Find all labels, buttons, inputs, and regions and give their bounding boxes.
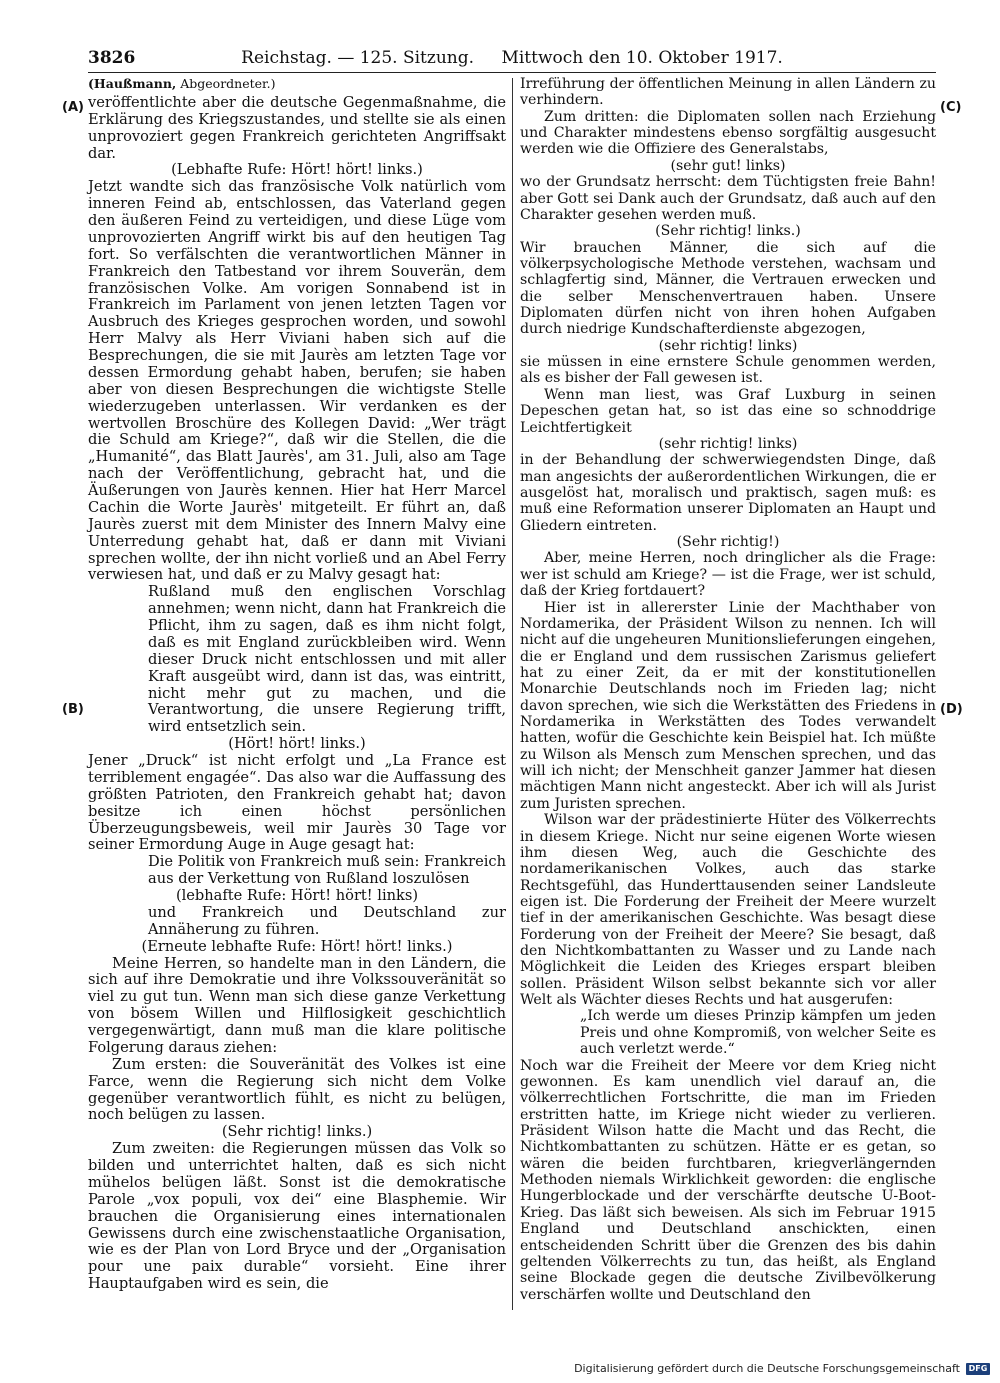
paragraph: Jetzt wandte sich das französische Volk natürlich vom inneren Feind ab, entschlossen, das Vaterland gegen den äußeren Feind zu verteidigen, und diese Lüge vom unprovozierten Angriff wirkt bis auf den heutigen Tag fort. So verfälschten die verantwortlichen Männer in Frankreich den Tatbestand vor ihrem Souverän, dem französischen Volke. Am vorigen Sonnabend ist in Frankreich im Parlament von jenen letzten Tagen vor Ausbruch des Krieges gesprochen worden, und sowohl Herr Malvy als Herr Viviani haben sich auf die Besprechungen, die sie mit Jaurès am letzten Tage vor dessen Ermordung gehabt haben, berufen; sie haben aber von diesen Besprechungen die wichtigste Stelle wiederzugeben unterlassen. Wir verdanken es der wertvollen Broschüre des Kollegen David: „Wer trägt die Schuld am Kriege?“, daß wir die Stellen, die die „Humanité“, das Blatt Jaurès', am 31. Juli, also am Tage nach der Veröffentlichung, gebracht hat, und die Äußerungen von Jaurès kennen. Hier hat Herr Marcel Cachin die Worte Jaurès' mitgeteilt. Er führt an, daß Jaurès zuerst mit dem Minister des Innern Malvy eine Unterredung gehabt hat, daß er dann mit Viviani sprechen wollte, der ihn nicht vorließ und an Abel Ferry verwiesen hat, und daß er zu Malvy gesagt hat: xyxy=(88,178,506,584)
paragraph: Jener „Druck“ ist nicht erfolgt und „La France est terriblement engagée“. Das also war die Auffassung des größten Patrioten, den Frankreich gehabt hat; davon besitze ich einen höchst persönlichen Überzeugungsbeweis, weil mir Jaurès 30 Tage vor seiner Ermordung Auge in Auge gesagt hat: xyxy=(88,752,506,854)
quotation: „Ich werde um dieses Prinzip kämpfen um jeden Preis und ohne Kompromiß, von welcher Seite es auch verletzt werde.“ xyxy=(580,1008,936,1058)
quotation: und Frankreich und Deutschland zur Annäherung zu führen. xyxy=(148,903,506,938)
paragraph: Hier ist in allererster Linie der Machthaber von Nordamerika, der Präsident Wilson zu nennen. Ich will nicht auf die ungeheuren Munitionslieferungen eingehen, die er England und dem russischen Zarismus geliefert hat zu einer Zeit, da er mit der konstitutionellen Monarchie Deutschlands noch im Frieden lag; nicht davon sprechen, wie sich die Werkstätten des Friedens in Nordamerika in Werkstätten des Todes verwandelt hatten, wofür die Geschichte kein Beispiel hat. Ich müßte zu Wilson als Mensch zum Menschen sprechen, und das will ich nicht; der Menschheit ganzer Jammer hat diesen mächtigen Mann nicht angesteckt. Aber ich will als Jurist zum Juristen sprechen. xyxy=(520,599,936,812)
paragraph: Aber, meine Herren, noch dringlicher als die Frage: wer ist schuld am Kriege? — ist die Frage, wer ist schuld, daß der Krieg fortdauert? xyxy=(520,550,936,600)
interjection: (sehr richtig! links) xyxy=(658,337,798,354)
interjection: (Lebhafte Rufe: Hört! hört! links.) xyxy=(171,161,423,179)
paragraph: wo der Grundsatz herrscht: dem Tüchtigsten freie Bahn! aber Gott sei Dank auch der Grundsatz, daß auch auf den Charakter gesehen werden muß. xyxy=(520,174,936,223)
interjection: (Hört! hört! links.) xyxy=(228,735,366,753)
paragraph: Wilson war der prädestinierte Hüter des Völkerrechts in diesem Kriege. Nicht nur seine eigenen Worte wiesen ihm diesen Weg, auch die Geschichte des nordamerikanischen Volkes, auch das starke Rechtsgefühl, das Hunderttausenden seiner Landsleute eigen ist. Die Forderung der Freiheit der Meere wurzelt tief in der amerikanischen Geschichte. Was besagt diese Forderung von der Freiheit der Meere? Sie besagt, daß den Nichtkombattanten zu Wasser und zu Lande nach Möglichkeit die Leiden des Krieges erspart bleiben sollen. Präsident Wilson selbst bekannte sich vor aller Welt als Wächter dieses Rechts und hat ausgerufen: xyxy=(520,812,936,1009)
paragraph: Zum dritten: die Diplomaten sollen nach Erziehung und Charakter mindestens ebenso sorgfältig ausgesucht werden wie die Offiziere des Generalstabs, xyxy=(520,108,936,158)
paragraph: Irreführung der öffentlichen Meinung in allen Ländern zu verhindern. xyxy=(520,76,936,109)
margin-marker-c: (C) xyxy=(940,100,962,115)
footer-credit: Digitalisierung gefördert durch die Deutsche Forschungsgemeinschaft xyxy=(574,1362,960,1375)
footer xyxy=(574,1362,990,1375)
interjection: (sehr gut! links) xyxy=(670,157,786,174)
paragraph: in der Behandlung der schwerwiegendsten Dinge, daß man angesichts der außerordentlichen Wirkungen, die er ausgelöst hat, moralisch und praktisch, sagen muß: es muß eine Reformation unserer Diplomaten an Haupt und Gliedern eintreten. xyxy=(520,452,936,534)
speaker-name: (Haußmann, xyxy=(88,76,177,91)
running-head xyxy=(88,48,936,68)
column-divider xyxy=(512,78,513,1310)
margin-marker-a: (A) xyxy=(62,100,84,115)
paragraph: Wenn man liest, was Graf Luxburg in seinen Depeschen getan hat, so ist das eine so schnoddrige Leichtfertigkeit xyxy=(520,386,936,436)
dfg-logo-icon: DFG xyxy=(966,1363,990,1375)
interjection: (Sehr richtig! links.) xyxy=(655,223,801,240)
running-head-title: Reichstag. — 125. Sitzung. xyxy=(241,48,475,68)
interjection: (sehr richtig! links) xyxy=(658,435,798,452)
page-number: 3826 xyxy=(88,48,136,68)
speaker-label xyxy=(88,76,506,93)
margin-marker-b: (B) xyxy=(62,702,84,717)
quotation: Die Politik von Frankreich muß sein: Frankreich aus der Verkettung von Rußland loszulösen xyxy=(148,853,506,888)
paragraph: Noch war die Freiheit der Meere vor dem Krieg nicht gewonnen. Es kam unendlich viel darauf an, die völkerrechtlichen Fortschritte, die man im Frieden erstritten hatte, im Kriege nicht wieder zu verlieren. Präsident Wilson hatte die Macht und das Recht, die Nichtkombattanten zu schützen. Hätte er es getan, so wären die beiden furchtbaren, kriegverlängernden Methoden niemals Wirklichkeit geworden: die englische Hungerblockade und der verschärfte deutsche U-Boot-Krieg. Das läßt sich beweisen. Als sich im Februar 1915 England und Deutschland anschickten, einen entscheidenden Schritt über die Grenzen des bis dahin geltenden Völkerrechts zu tun, das heißt, als England seine Blockade gegen die deutsche Zivilbevölkerung verschärfen wollte und Deutschland den xyxy=(520,1057,936,1303)
paragraph: Meine Herren, so handelte man in den Ländern, die sich auf ihre Demokratie und ihre Volkssouveränität so viel zu gut tun. Wenn man sich diese ganze Verkettung von bösem Willen und Hilflosigkeit geschichtlich vergegenwärtigt, dann muß man die klare politische Folgerung daraus ziehen: xyxy=(88,954,506,1056)
paragraph: veröffentlichte aber die deutsche Gegenmaßnahme, die Erklärung des Kriegszustandes, und stellte sie als einen unprovoziert gegen Frankreich gerichteten Angriffsakt dar. xyxy=(88,93,506,162)
margin-marker-d: (D) xyxy=(940,702,963,717)
quotation: Rußland muß den englischen Vorschlag annehmen; wenn nicht, dann hat Frankreich die Pflicht, ihm zu sagen, daß es ihm nicht folgt, daß es mit England zurückbleiben wird. Wenn dieser Druck nicht entschlossen und mit aller Kraft ausgeübt wird, dann ist das, was eintritt, nicht mehr gut zu machen, und die Verantwortung, die unsere Regierung trifft, wird entsetzlich sein. xyxy=(148,583,506,736)
interjection: (Sehr richtig!) xyxy=(676,534,780,551)
right-column xyxy=(520,76,936,1303)
interjection: (Sehr richtig! links.) xyxy=(221,1123,373,1141)
paragraph: Wir brauchen Männer, die sich auf die völkerpsychologische Methode verstehen, wachsam und schlagfertig sind, Männer, die Vertrauen erwecken und die selber Menschenvertrauen haben. Unsere Diplomaten dürfen nicht von ihren hohen Aufgaben durch niedrige Kundschafterdienste abgezogen, xyxy=(520,239,936,338)
left-column xyxy=(88,76,506,1293)
paragraph: Zum ersten: die Souveränität des Volkes ist eine Farce, wenn die Regierung sich nicht dem Volke gegenüber verantwortlich fühlt, es nicht zu belügen, noch belügen zu lassen. xyxy=(88,1055,506,1124)
paragraph: Zum zweiten: die Regierungen müssen das Volk so bilden und unterrichtet halten, daß es sich nicht mühelos belügen läßt. Sonst ist die demokratische Parole „vox populi, vox dei“ eine Blasphemie. Wir brauchen die Organisierung eines internationalen Gewissens durch eine zwischenstaatliche Organisation, wie es der Plan von Lord Bryce und der „Organisation pour une paix durable“ vorsieht. Eine ihrer Hauptaufgaben wird es sein, die xyxy=(88,1140,506,1293)
interjection: (Erneute lebhafte Rufe: Hört! hört! links.) xyxy=(141,937,453,955)
speaker-role: Abgeordneter.) xyxy=(176,76,276,91)
paragraph: sie müssen in eine ernstere Schule genommen werden, als es bisher der Fall gewesen ist. xyxy=(520,354,936,387)
interjection: (lebhafte Rufe: Hört! hört! links) xyxy=(175,887,419,904)
running-head-date: Mittwoch den 10. Oktober 1917. xyxy=(501,48,783,68)
page-header xyxy=(88,46,936,73)
